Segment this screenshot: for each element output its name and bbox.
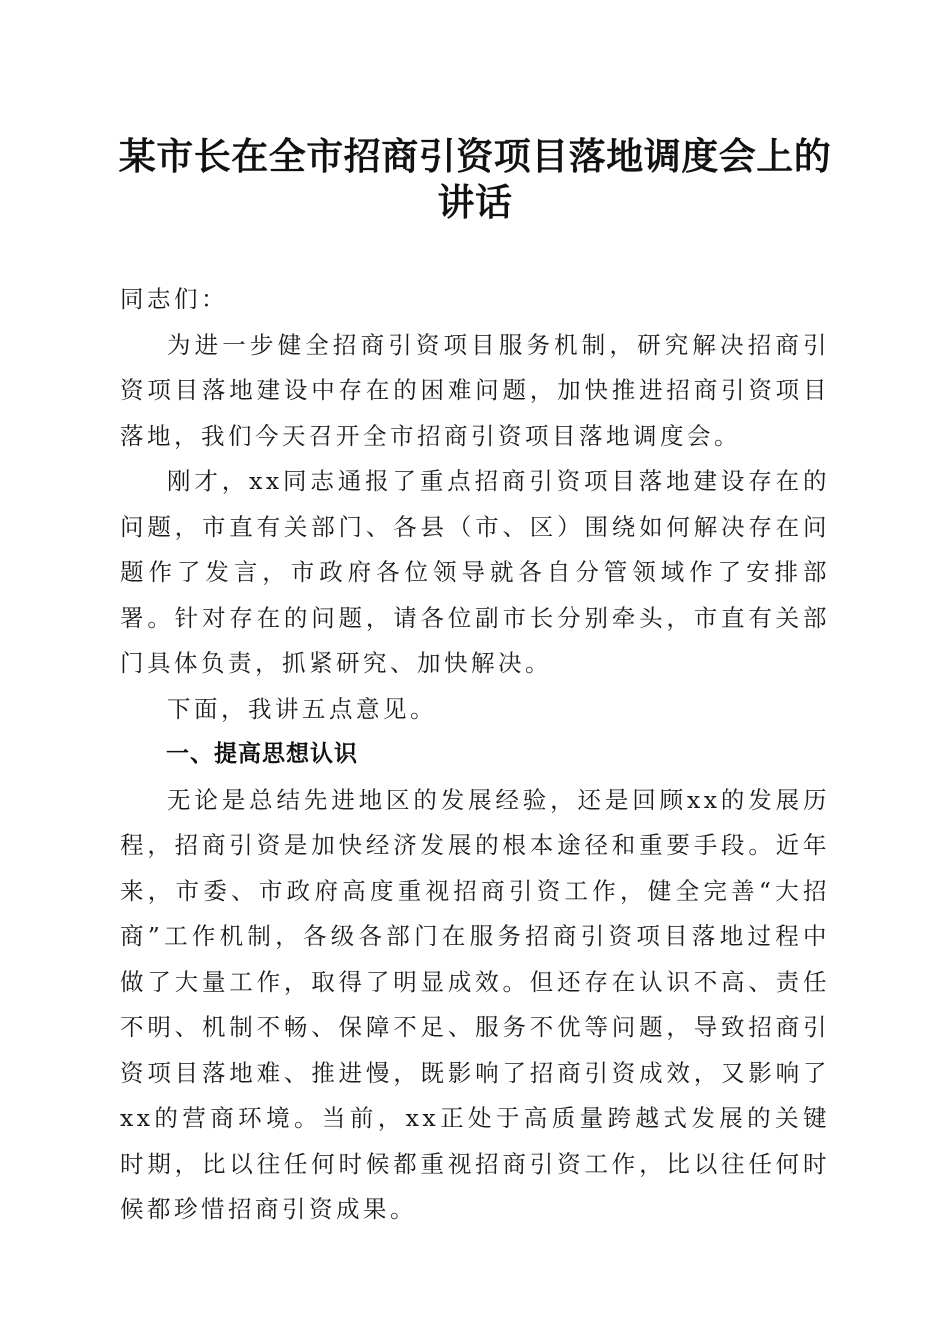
paragraph-intro: 为进一步健全招商引资项目服务机制，研究解决招商引资项目落地建设中存在的困难问题，加快推进招商引资项目落地，我们今天召开全市招商引资项目落地调度会。 xyxy=(120,330,830,450)
salutation: 同志们： xyxy=(120,285,228,313)
section-heading-1: 一、提高思想认识 xyxy=(166,741,358,767)
document-title: 某市长在全市招商引资项目落地调度会上的讲话 xyxy=(118,134,832,224)
paragraph-transition: 下面，我讲五点意见。 xyxy=(167,694,437,723)
document-body xyxy=(120,277,830,1233)
paragraph-summary: 刚才，xx同志通报了重点招商引资项目落地建设存在的问题，市直有关部门、各县（市、区）围绕如何解决存在问题作了发言，市政府各位领导就各自分管领域作了安排部署。针对存在的问题，请各位副市长分别牵头，市直有关部门具体负责，抓紧研究、加快解决。 xyxy=(120,467,830,677)
section-1-paragraph: 无论是总结先进地区的发展经验，还是回顾xx的发展历程，招商引资是加快经济发展的根本途径和重要手段。近年来，市委、市政府高度重视招商引资工作，健全完善“大招商”工作机制，各级各部门在服务招商引资项目落地过程中做了大量工作，取得了明显成效。但还存在认识不高、责任不明、机制不畅、保障不足、服务不优等问题，导致招商引资项目落地难、推进慢，既影响了招商引资成效，又影响了xx的营商环境。当前，xx正处于高质量跨越式发展的关键时期，比以往任何时候都重视招商引资工作，比以往任何时候都珍惜招商引资成果。 xyxy=(120,785,830,1223)
